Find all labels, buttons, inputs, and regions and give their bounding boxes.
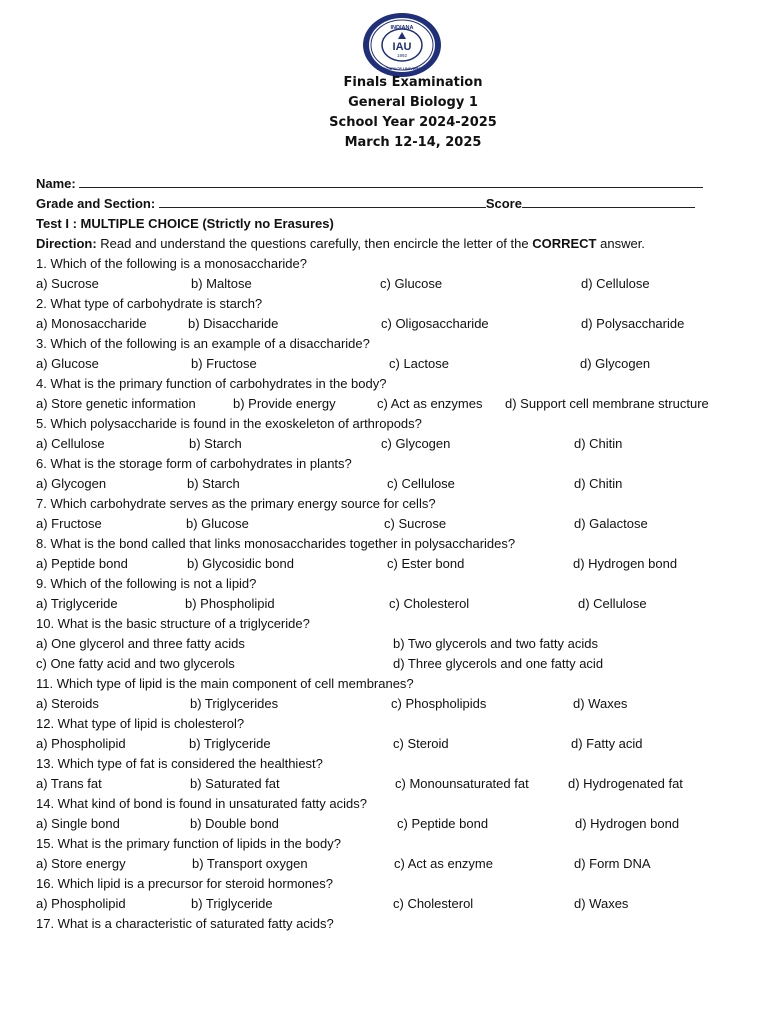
answer-option[interactable]: a) Glycogen [36, 476, 107, 491]
answer-option[interactable]: c) Glycogen [381, 436, 451, 451]
svg-text:AEROSPACE UNIVERSITY: AEROSPACE UNIVERSITY [376, 66, 428, 71]
answer-option[interactable]: b) Provide energy [233, 396, 336, 411]
answer-option[interactable]: a) Phospholipid [36, 736, 126, 751]
answer-option[interactable]: a) Fructose [36, 516, 102, 531]
answer-option[interactable]: a) One glycerol and three fatty acids [36, 636, 245, 651]
answer-option[interactable]: a) Phospholipid [36, 896, 126, 911]
answer-option[interactable]: c) Cholesterol [393, 896, 474, 911]
answer-option[interactable]: a) Trans fat [36, 776, 102, 791]
answer-option[interactable]: d) Fatty acid [571, 736, 643, 751]
question-text: 9. Which of the following is not a lipid? [36, 576, 257, 591]
answer-option[interactable]: c) Glucose [380, 276, 443, 291]
answer-option[interactable]: c) Monounsaturated fat [395, 776, 529, 791]
answer-option[interactable]: c) Peptide bond [397, 816, 489, 831]
answer-option[interactable]: a) Single bond [36, 816, 120, 831]
answer-option[interactable]: b) Phospholipid [185, 596, 275, 611]
question-text: 8. What is the bond called that links monosaccharides together in polysaccharides? [36, 536, 516, 551]
answer-option[interactable]: d) Polysaccharide [581, 316, 685, 331]
svg-text:1992: 1992 [396, 53, 408, 58]
answer-option[interactable]: c) Sucrose [384, 516, 447, 531]
answer-option[interactable]: a) Sucrose [36, 276, 99, 291]
answer-option[interactable]: a) Cellulose [36, 436, 105, 451]
answer-option[interactable]: b) Transport oxygen [192, 856, 308, 871]
direction [36, 236, 645, 251]
answer-option[interactable]: b) Glucose [186, 516, 249, 531]
question-text: 11. Which type of lipid is the main component of cell membranes? [36, 676, 414, 691]
direction-emphasis: CORRECT [532, 236, 597, 251]
question-text: 5. Which polysaccharide is found in the exoskeleton of arthropods? [36, 416, 422, 431]
question-text: 12. What type of lipid is cholesterol? [36, 716, 245, 731]
answer-option[interactable]: a) Triglyceride [36, 596, 118, 611]
answer-option[interactable]: c) Ester bond [387, 556, 465, 571]
answer-option[interactable]: c) Lactose [389, 356, 449, 371]
answer-option[interactable]: a) Glucose [36, 356, 99, 371]
answer-option[interactable]: c) Cellulose [387, 476, 455, 491]
answer-option[interactable]: b) Triglyceride [189, 736, 271, 751]
grade-label: Grade and Section: [36, 196, 156, 211]
answer-option[interactable]: a) Steroids [36, 696, 99, 711]
svg-text:IAU: IAU [392, 41, 412, 53]
answer-option[interactable]: a) Store genetic information [36, 396, 196, 411]
answer-option[interactable]: d) Hydrogenated fat [568, 776, 683, 791]
score-label: Score [485, 196, 522, 211]
question-text: 6. What is the storage form of carbohydrates in plants? [36, 456, 352, 471]
score-field-line[interactable] [522, 196, 695, 208]
question-text: 17. What is a characteristic of saturated fatty acids? [36, 916, 334, 931]
answer-option[interactable]: b) Two glycerols and two fatty acids [393, 636, 598, 651]
answer-option[interactable]: b) Glycosidic bond [187, 556, 294, 571]
question-text: 7. Which carbohydrate serves as the primary energy source for cells? [36, 496, 436, 511]
answer-option[interactable]: d) Hydrogen bond [573, 556, 678, 571]
test-title: Test I : MULTIPLE CHOICE (Strictly no Erasures) [36, 216, 334, 231]
university-seal-logo [362, 12, 442, 78]
answer-option[interactable]: d) Chitin [574, 476, 623, 491]
answer-option[interactable]: d) Cellulose [581, 276, 650, 291]
grade-field-line[interactable] [159, 196, 486, 208]
answer-option[interactable]: d) Three glycerols and one fatty acid [393, 656, 604, 671]
answer-option[interactable]: b) Fructose [191, 356, 257, 371]
answer-option[interactable]: d) Support cell membrane structure [505, 396, 709, 411]
school-year: School Year 2024-2025 [329, 115, 497, 130]
answer-option[interactable]: b) Triglyceride [191, 896, 273, 911]
answer-option[interactable]: d) Glycogen [580, 356, 651, 371]
question-text: 14. What kind of bond is found in unsaturated fatty acids? [36, 796, 367, 811]
direction-text: Read and understand the questions carefully, then encircle the letter of the [96, 236, 533, 251]
answer-option[interactable]: b) Starch [189, 436, 242, 451]
answer-option[interactable]: b) Saturated fat [190, 776, 280, 791]
answer-option[interactable]: d) Galactose [574, 516, 648, 531]
answer-option[interactable]: c) Act as enzymes [377, 396, 483, 411]
question-text: 15. What is the primary function of lipids in the body? [36, 836, 341, 851]
name-label: Name: [36, 176, 76, 191]
question-text: 3. Which of the following is an example of a disaccharide? [36, 336, 370, 351]
answer-option[interactable]: a) Store energy [36, 856, 126, 871]
answer-option[interactable]: b) Disaccharide [188, 316, 279, 331]
subject-title: General Biology 1 [348, 95, 478, 110]
answer-option[interactable]: c) Cholesterol [389, 596, 470, 611]
question-text: 10. What is the basic structure of a triglyceride? [36, 616, 310, 631]
answer-option[interactable]: d) Waxes [573, 696, 628, 711]
answer-option[interactable]: c) Oligosaccharide [381, 316, 489, 331]
svg-text:INDIANA: INDIANA [390, 25, 414, 31]
answer-option[interactable]: b) Triglycerides [190, 696, 279, 711]
answer-option[interactable]: d) Form DNA [574, 856, 651, 871]
answer-option[interactable]: c) Steroid [393, 736, 449, 751]
question-text: 2. What type of carbohydrate is starch? [36, 296, 263, 311]
answer-option[interactable]: d) Cellulose [578, 596, 647, 611]
question-text: 13. Which type of fat is considered the healthiest? [36, 756, 323, 771]
answer-option[interactable]: b) Double bond [190, 816, 279, 831]
name-field-line[interactable] [79, 176, 703, 188]
answer-option[interactable]: a) Monosaccharide [36, 316, 147, 331]
answer-option[interactable]: a) Peptide bond [36, 556, 128, 571]
answer-option[interactable]: d) Waxes [574, 896, 629, 911]
question-text: 4. What is the primary function of carbohydrates in the body? [36, 376, 387, 391]
exam-title: Finals Examination [343, 75, 483, 90]
grade-row [36, 196, 695, 211]
answer-option[interactable]: d) Hydrogen bond [575, 816, 680, 831]
question-text: 16. Which lipid is a precursor for steroid hormones? [36, 876, 333, 891]
name-row [36, 176, 703, 191]
direction-text-end: answer. [596, 236, 645, 251]
direction-label: Direction: [36, 236, 97, 251]
answer-option[interactable]: c) Phospholipids [391, 696, 487, 711]
answer-option[interactable]: c) Act as enzyme [394, 856, 493, 871]
answer-option[interactable]: d) Chitin [574, 436, 623, 451]
answer-option[interactable]: c) One fatty acid and two glycerols [36, 656, 235, 671]
answer-option[interactable]: b) Starch [187, 476, 240, 491]
answer-option[interactable]: b) Maltose [191, 276, 252, 291]
question-text: 1. Which of the following is a monosaccharide? [36, 256, 307, 271]
exam-dates: March 12-14, 2025 [344, 135, 482, 150]
